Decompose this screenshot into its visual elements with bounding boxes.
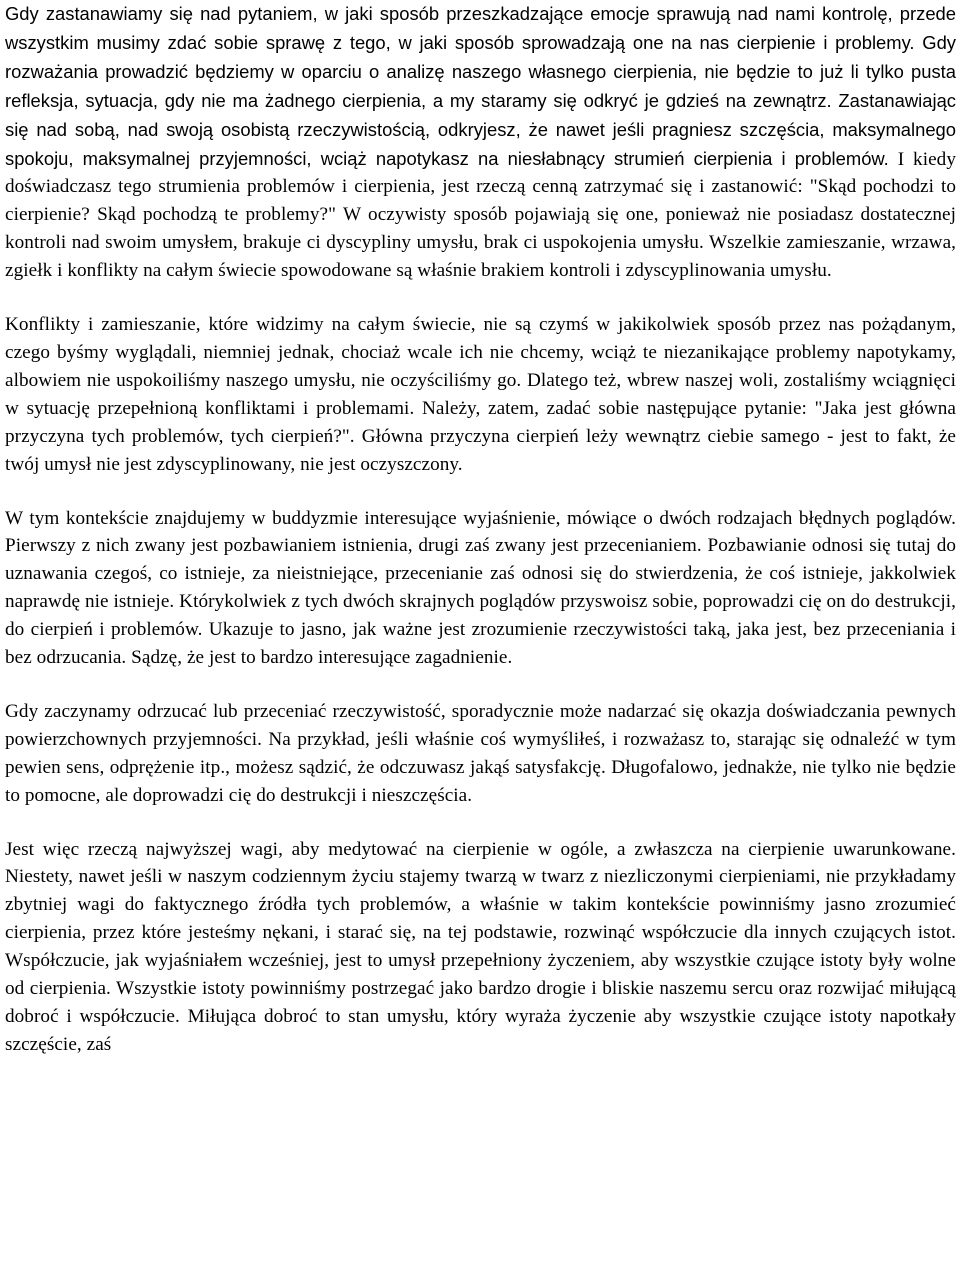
paragraph-1 [5, 0, 956, 285]
paragraph-1-sans-run: Gdy zastanawiamy się nad pytaniem, w jaki sposób przeszkadzające emocje sprawują nad nami kontrolę, przede wszystkim musimy zdać sobie sprawę z tego, w jaki sposób sprowadzają one na nas cierpienie i problemy. Gdy rozważania prowadzić będziemy w oparciu o analizę naszego własnego cierpienia, nie będzie to już li tylko pusta refleksja, sytuacja, gdy nie ma żadnego cierpienia, a my staramy się odkryć je gdzieś na zewnątrz. Zastanawiając się nad sobą, nad swoją osobistą rzeczywistością, odkryjesz, że nawet jeśli pragniesz szczęścia, maksymalnego spokoju, maksymalnej przyjemności, wciąż napotykasz na niesłabnący strumień cierpienia i problemów. [5, 3, 956, 169]
document-page [5, 0, 956, 1059]
paragraph-2 [5, 311, 956, 478]
paragraph-5 [5, 836, 956, 1059]
paragraph-4 [5, 698, 956, 810]
paragraph-1-serif-run: I kiedy doświadczasz tego strumienia problemów i cierpienia, jest rzeczą cenną zatrzymać się i zastanowić: "Skąd pochodzi to cierpienie? Skąd pochodzą te problemy?" W oczywisty sposób pojawiają się one, ponieważ nie posiadasz dostatecznej kontroli nad swoim umysłem, brakuje ci dyscypliny umysłu, brak ci uspokojenia umysłu. Wszelkie zamieszanie, wrzawa, zgiełk i konflikty na całym świecie spowodowane są właśnie brakiem kontroli i zdyscyplinowania umysłu. [5, 148, 956, 282]
paragraph-5-text: Jest więc rzeczą najwyższej wagi, aby medytować na cierpienie w ogóle, a zwłaszcza na cierpienie uwarunkowane. Niestety, nawet jeśli w naszym codziennym życiu stajemy twarzą w twarz z niezliczonymi cierpieniami, nie przykładamy zbytniej wagi do faktycznego źródła tych problemów, a właśnie w takim kontekście powinniśmy jasno zrozumieć cierpienia, przez które jesteśmy nękani, i starać się, na tej podstawie, rozwinąć współczucie dla innych czujących istot. Współczucie, jak wyjaśniałem wcześniej, jest to umysł przepełniony życzeniem, aby wszystkie czujące istoty były wolne od cierpienia. Wszystkie istoty powinniśmy postrzegać jako bardzo drogie i bliskie naszemu sercu oraz rozwijać miłującą dobroć i współczucie. Miłująca dobroć to stan umysłu, który wyraża życzenie aby wszystkie czujące istoty napotkały szczęście, zaś [5, 838, 956, 1055]
paragraph-4-text: Gdy zaczynamy odrzucać lub przeceniać rzeczywistość, sporadycznie może nadarzać się okazja doświadczania pewnych powierzchownych przyjemności. Na przykład, jeśli właśnie coś wymyśliłeś, i rozważasz to, starając się odnaleźć w tym pewien sens, odprężenie itp., możesz sądzić, że odczuwasz jakąś satysfakcję. Długofalowo, jednakże, nie tylko nie będzie to pomocne, ale doprowadzi cię do destrukcji i nieszczęścia. [5, 700, 956, 806]
paragraph-3 [5, 505, 956, 672]
paragraph-3-text: W tym kontekście znajdujemy w buddyzmie interesujące wyjaśnienie, mówiące o dwóch rodzajach błędnych poglądów. Pierwszy z nich zwany jest pozbawianiem istnienia, drugi zaś zwany jest przecenianiem. Pozbawianie odnosi się tutaj do uznawania czegoś, co istnieje, za nieistniejące, przecenianie zaś odnosi się do stwierdzenia, że coś istnieje, jakkolwiek naprawdę nie istnieje. Którykolwiek z tych dwóch skrajnych poglądów przyswoisz sobie, poprowadzi cię on do destrukcji, do cierpień i problemów. Ukazuje to jasno, jak ważne jest zrozumienie rzeczywistości taką, jaka jest, bez przeceniania i bez odrzucania. Sądzę, że jest to bardzo interesujące zagadnienie. [5, 507, 956, 669]
paragraph-2-text: Konflikty i zamieszanie, które widzimy na całym świecie, nie są czymś w jakikolwiek sposób przez nas pożądanym, czego byśmy wyglądali, niemniej jednak, chociaż wcale ich nie chcemy, wciąż te niezanikające problemy napotykamy, albowiem nie uspokoiliśmy naszego umysłu, nie oczyściliśmy go. Dlatego też, wbrew naszej woli, zostaliśmy wciągnięci w sytuację przepełnioną konfliktami i problemami. Należy, zatem, zadać sobie następujące pytanie: "Jaka jest główna przyczyna tych problemów, tych cierpień?". Główna przyczyna cierpień leży wewnątrz ciebie samego - jest to fakt, że twój umysł nie jest zdyscyplinowany, nie jest oczyszczony. [5, 314, 956, 475]
